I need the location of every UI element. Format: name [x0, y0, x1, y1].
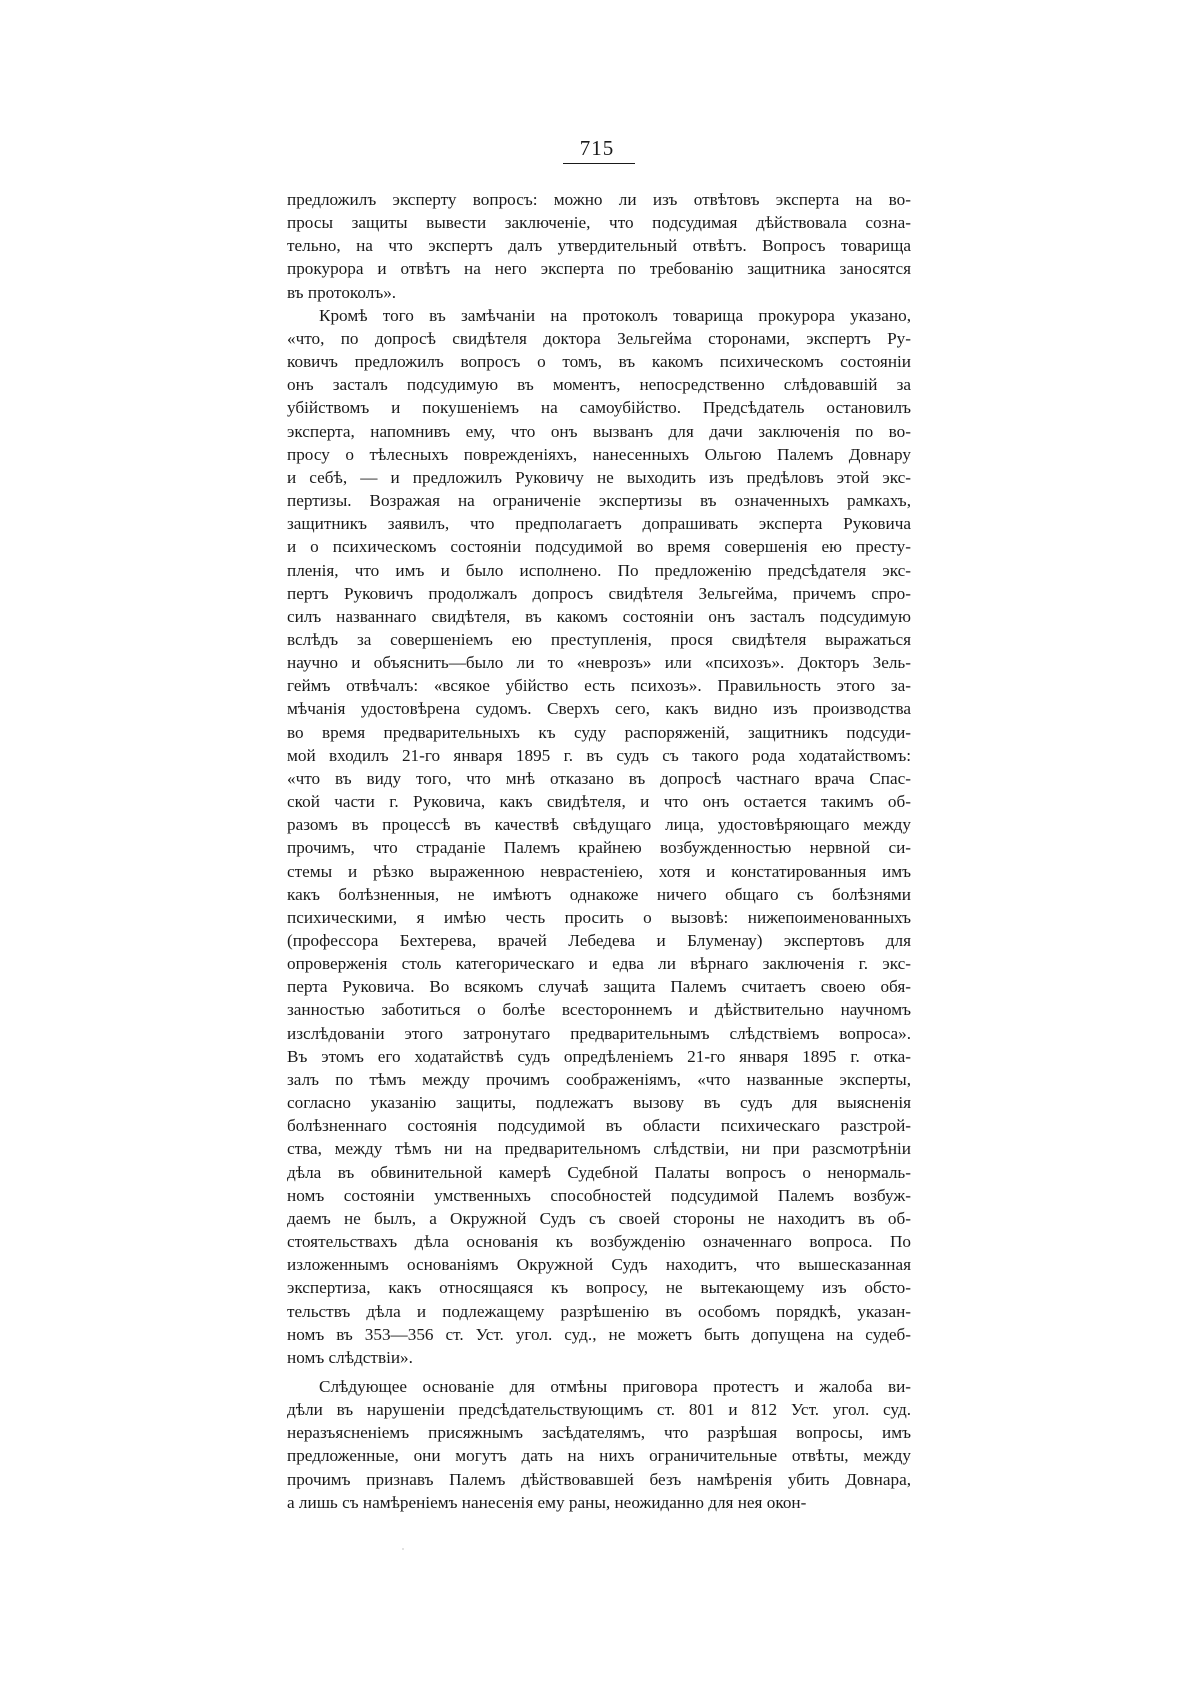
text-line: прокурора и отвѣтъ на него эксперта по требованію защитника заносятся — [287, 259, 911, 279]
text-line: номъ въ 353—356 ст. Уст. угол. суд., не можетъ быть допущена на судеб- — [287, 1324, 911, 1344]
text-line: «что, по допросѣ свидѣтеля доктора Зельгейма сторонами, экспертъ Ру- — [287, 328, 911, 348]
text-line: пертизы. Возражая на ограниченіе экспертизы въ означенныхъ рамкахъ, — [287, 491, 911, 511]
text-line: дѣла въ обвинительной камерѣ Судебной Палаты вопросъ о ненормаль- — [287, 1162, 911, 1182]
text-line: залъ по тѣмъ между прочимъ соображеніямъ, «что названные эксперты, — [287, 1069, 911, 1089]
page-number-rule — [563, 163, 635, 164]
text-line: пертъ Руковичъ продолжалъ допросъ свидѣтеля Зельгейма, причемъ спро- — [287, 583, 911, 603]
text-line: даемъ не былъ, а Окружной Судъ съ своей стороны не находитъ въ об- — [287, 1208, 911, 1228]
text-line: предложилъ эксперту вопросъ: можно ли изъ отвѣтовъ эксперта на во- — [287, 190, 911, 209]
text-line: вслѣдъ за совершеніемъ ею преступленія, прося свидѣтеля выражаться — [287, 629, 911, 649]
text-line: «что въ виду того, что мнѣ отказано въ допросѣ частнаго врача Спас- — [287, 768, 911, 788]
text-line: пленія, что имъ и было исполнено. По предложенію предсѣдателя экс- — [287, 560, 911, 580]
body-text — [287, 188, 911, 1514]
text-line: во время предварительныхъ къ суду распоряженій, защитникъ подсуди- — [287, 722, 911, 742]
text-line: а лишь съ намѣреніемъ нанесенія ему раны, неожиданно для нея окон- — [287, 1492, 807, 1512]
text-line: занностью заботиться о болѣе всестороннемъ и дѣйствительно научномъ — [287, 1000, 911, 1020]
text-line: стемы и рѣзко выраженною неврастеніею, хотя и констатированныя имъ — [287, 861, 911, 881]
text-line: психическими, я имѣю честь просить о вызовѣ: нижепоименованныхъ — [287, 907, 911, 927]
text-line: мѣчанія удостовѣрена судомъ. Сверхъ сего, какъ видно изъ производства — [287, 699, 911, 719]
text-line: мой входилъ 21-го января 1895 г. въ судъ съ такого рода ходатайствомъ: — [287, 745, 911, 765]
text-line: въ протоколъ». — [287, 282, 397, 302]
text-line: прочимъ, что страданіе Палемъ крайнею возбужденностью нервной си- — [287, 838, 911, 858]
paragraph-3 — [287, 1375, 911, 1514]
text-line: защитникъ заявилъ, что предполагаетъ допрашивать эксперта Руковича — [287, 514, 911, 534]
text-line: геймъ отвѣчалъ: «всякое убійство есть психозъ». Правильность этого за- — [287, 676, 911, 696]
text-line: убійствомъ и покушеніемъ на самоубійство. Предсѣдатель остановилъ — [287, 398, 911, 418]
text-line: тельно, на что экспертъ далъ утвердительный отвѣтъ. Вопросъ товарища — [287, 236, 911, 256]
paper-speck — [402, 1548, 404, 1550]
text-line: разомъ въ процессѣ въ качествѣ свѣдущаго лица, удостовѣряющаго между — [287, 815, 911, 835]
text-line: согласно указанію защиты, подлежатъ вызову въ судъ для выясненія — [287, 1093, 911, 1113]
text-line: эксперта, напомнивъ ему, что онъ вызванъ для дачи заключенія по во- — [287, 421, 911, 441]
text-line: изложеннымъ основаніямъ Окружной Судъ находитъ, что вышесказанная — [287, 1255, 911, 1275]
text-line: стоятельствахъ дѣла основанія къ возбужденію означеннаго вопроса. По — [287, 1232, 911, 1252]
text-line: силъ названнаго свидѣтеля, въ какомъ состояніи онъ засталъ подсудимую — [287, 606, 911, 626]
text-line: экспертиза, какъ относящаяся къ вопросу, не вытекающему изъ обсто- — [287, 1278, 911, 1298]
paragraph-2 — [287, 304, 911, 1369]
text-line: научно и объяснить—было ли то «неврозъ» или «психозъ». Докторъ Зель- — [287, 653, 911, 673]
text-line: ской части г. Руковича, какъ свидѣтеля, и что онъ остается такимъ об- — [287, 792, 911, 812]
text-line: болѣзненнаго состоянія подсудимой въ области психическаго разстрой- — [287, 1116, 911, 1136]
text-line: номъ слѣдствіи». — [287, 1347, 413, 1367]
text-line: и себѣ, — и предложилъ Руковичу не выходить изъ предѣловъ этой экс- — [287, 467, 911, 487]
text-line: номъ состояніи умственныхъ способностей подсудимой Палемъ возбуж- — [287, 1185, 911, 1205]
text-line: тельствъ дѣла и подлежащему разрѣшенію въ особомъ порядкѣ, указан- — [287, 1301, 911, 1321]
text-line: (профессора Бехтерева, врачей Лебедева и Блуменау) экспертовъ для — [287, 931, 911, 950]
text-line: просы защиты вывести заключеніе, что подсудимая дѣйствовала созна- — [287, 213, 911, 233]
text-line: и о психическомъ состояніи подсудимой во время совершенія ею престу- — [287, 537, 911, 557]
text-line: Слѣдующее основаніе для отмѣны приговора протестъ и жалоба ви- — [319, 1376, 911, 1396]
text-line: перта Руковича. Во всякомъ случаѣ защита Палемъ считаетъ своею обя- — [287, 977, 911, 997]
text-line: какъ болѣзненныя, не имѣютъ однакоже ничего общаго съ болѣзнями — [287, 884, 911, 904]
text-line: ковичъ предложилъ вопросъ о томъ, въ какомъ психическомъ состояніи — [287, 352, 911, 372]
text-line: онъ засталъ подсудимую въ моментъ, непосредственно слѣдовавшій за — [287, 375, 911, 395]
page-number: 715 — [579, 136, 615, 160]
text-line: прочимъ признавъ Палемъ дѣйствовавшей безъ намѣренія убить Довнара, — [287, 1469, 911, 1489]
text-line: предложенные, они могутъ дать на нихъ ограничительные отвѣты, между — [287, 1446, 911, 1466]
text-line: ства, между тѣмъ ни на предварительномъ слѣдствіи, ни при разсмотрѣніи — [287, 1139, 911, 1159]
paragraph-1 — [287, 188, 911, 304]
text-line: просу о тѣлесныхъ поврежденіяхъ, нанесенныхъ Ольгою Палемъ Довнару — [287, 444, 911, 464]
text-line: Въ этомъ его ходатайствѣ судъ опредѣленіемъ 21-го января 1895 г. отка- — [287, 1046, 911, 1066]
text-line: изслѣдованіи этого затронутаго предварительнымъ слѣдствіемъ вопроса». — [287, 1023, 911, 1043]
text-line: опроверженія столь категорическаго и едва ли вѣрнаго заключенія г. экс- — [287, 954, 911, 974]
text-line: неразъясненіемъ присяжнымъ засѣдателямъ, что разрѣшая вопросы, имъ — [287, 1423, 911, 1443]
text-line: Кромѣ того въ замѣчаніи на протоколъ товарища прокурора указано, — [319, 305, 911, 325]
text-line: дѣли въ нарушеніи предсѣдательствующимъ ст. 801 и 812 Уст. угол. суд. — [287, 1400, 911, 1420]
